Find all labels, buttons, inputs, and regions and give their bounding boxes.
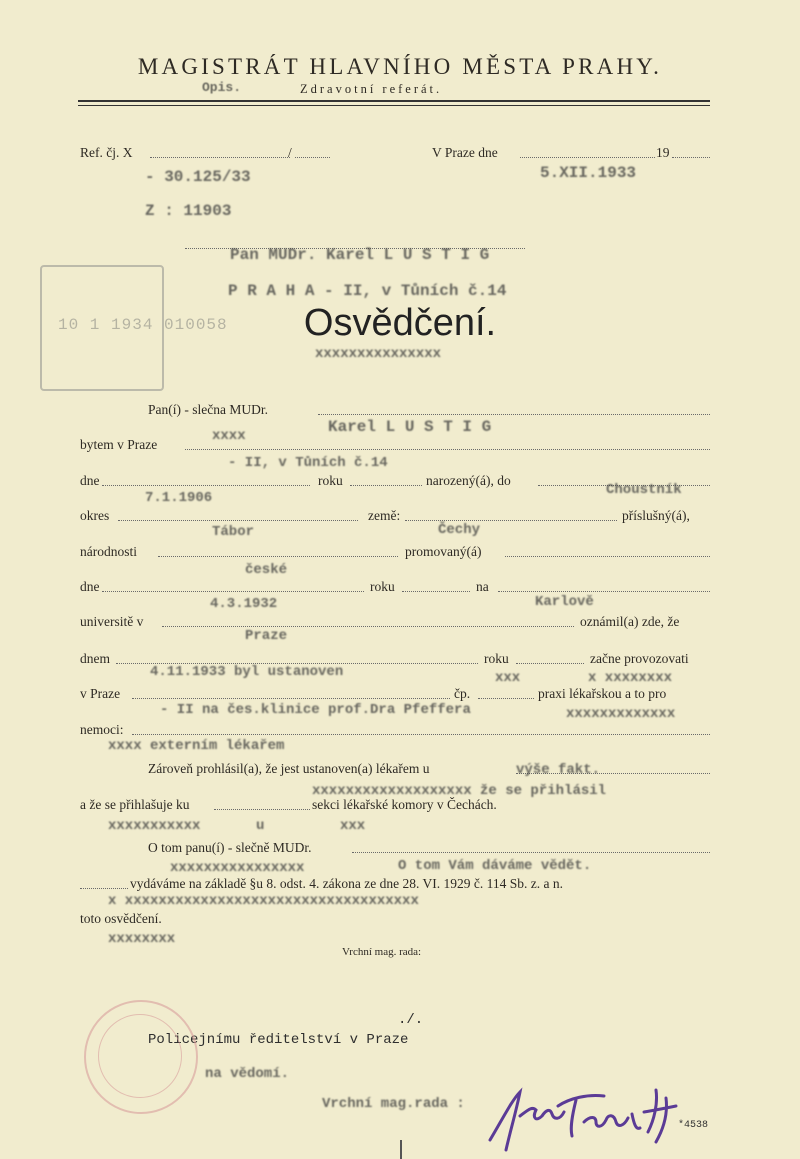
form-label-9c: praxi lékařskou a to pro [538,686,667,701]
typed-18: výše fakt. [516,762,601,778]
typed-22: xxx [340,818,366,834]
form-label-9b: čp. [454,686,471,701]
typed-4: 7.1.1906 [145,490,213,506]
typed-17: xxxx externím lékařem [108,738,285,754]
form-dots-2 [185,449,710,450]
form-label-15: toto osvědčení. [80,911,162,926]
official-seal [84,1000,198,1114]
title-strikeout: xxxxxxxxxxxxxxx [315,346,442,362]
typed-20: xxxxxxxxxxx [108,818,201,834]
form-dots-10 [132,734,710,735]
typed-19: xxxxxxxxxxxxxxxxxxx že se přihlásil [312,783,607,799]
form-dots-12 [214,809,310,810]
form-dots-6c [498,591,710,592]
receipt-stamp-text: 10 1 1934 010058 [58,316,228,334]
typed-25: x xxxxxxxxxxxxxxxxxxxxxxxxxxxxxxxxxxx [108,893,419,909]
typed-9: 4.3.1932 [210,596,278,612]
form-label-5b: promovaný(á) [405,544,482,559]
form-label-3b: roku [318,473,343,488]
form-label-8c: začne provozovati [590,651,689,666]
form-label-12b: sekci lékařské komory v Čechách. [312,797,497,812]
typed-1: xxxx [212,428,246,444]
header-rule-top [78,100,710,102]
form-label-8b: roku [484,651,509,666]
form-dots-7a [162,626,574,627]
form-label-3a: dne [80,473,100,488]
typed-23: xxxxxxxxxxxxxxxx [170,860,305,876]
typed-26: xxxxxxxx [108,931,176,947]
typed-7: Čechy [438,522,481,538]
date-typed: 5.XII.1933 [540,164,637,182]
notice: na vědomí. [205,1066,290,1082]
form-dots-6b [402,591,470,592]
form-label-10: nemoci: [80,722,124,737]
addressee-address: P R A H A - II, v Tůních č.14 [228,282,507,300]
form-dots-4a [118,520,358,521]
slash-mark: ./. [398,1012,424,1028]
typed-5: Choustník [606,482,682,498]
form-label-5a: národnosti [80,544,137,559]
typed-16: xxxxxxxxxxxxx [566,706,676,722]
ref-slash: / [288,145,292,160]
form-label-8a: dnem [80,651,110,666]
form-label-14: vydáváme na základě §u 8. odst. 4. zákona ze dne 28. VI. 1929 č. 114 Sb. z. a n. [130,876,564,891]
typed-11: Praze [245,628,288,644]
ref-label: Ref. čj. X [80,145,133,160]
form-label-1: Pan(í) - slečna MUDr. [148,402,268,417]
form-label-12a: a že se přihlašuje ku [80,797,190,812]
signer: Vrchní mag.rada : [322,1096,465,1112]
copy-mark: Opis. [202,80,242,95]
header-rule-bottom [78,105,710,106]
typed-21: u [256,818,265,834]
form-label-3c: narozený(á), do [426,473,511,488]
ref-dots-1 [150,157,290,158]
form-label-6b: roku [370,579,395,594]
form-dots-14 [80,888,128,889]
typed-8: české [245,562,288,578]
form-label-6c: na [476,579,489,594]
office-title: MAGISTRÁT HLAVNÍHO MĚSTA PRAHY. [137,54,663,79]
typed-2: Karel L U S T I G [328,418,492,436]
form-dots-9a [132,698,450,699]
ref-typed: - 30.125/33 [145,168,251,186]
form-dots-1 [318,414,710,415]
form-label-6a: dne [80,579,100,594]
typed-12: 4.11.1933 byl ustanoven [150,664,344,680]
police-line: Policejnímu ředitelství v Praze [148,1032,409,1048]
signature-label: Vrchní mag. rada: [342,946,422,958]
form-dots-5b [505,556,710,557]
date-dots [520,157,655,158]
form-label-4b: země: [368,508,401,523]
form-dots-4b [405,520,617,521]
form-dots-6a [102,591,364,592]
place-label: V Praze dne [432,145,498,160]
form-dots-5a [158,556,398,557]
form-dots-8b [516,663,584,664]
form-label-4c: příslušný(á), [622,508,690,523]
form-label-13: O tom panu(í) - slečně MUDr. [148,840,312,855]
form-dots-3a [102,485,310,486]
department: Zdravotní referát. [300,82,443,96]
ref-dots-2 [295,157,330,158]
handwritten-signature [480,1070,690,1155]
form-label-2: bytem v Praze [80,437,158,452]
typed-24: O tom Vám dáváme vědět. [398,858,592,874]
form-dots-13 [352,852,710,853]
z-typed: Z : 11903 [145,202,232,220]
form-label-9a: v Praze [80,686,121,701]
form-label-4a: okres [80,508,110,523]
typed-14: x xxxxxxxx [588,670,673,686]
form-label-11: Zároveň prohlásil(a), že jest ustanoven(a) lékařem u [148,761,430,776]
form-dots-3b [350,485,422,486]
form-dots-9b [478,698,534,699]
addressee-name: Pan MUDr. Karel L U S T I G [230,246,490,264]
year-dots [672,157,710,158]
form-label-7a: universitě v [80,614,144,629]
document-title: Osvědčení. [303,302,497,344]
typed-6: Tábor [212,524,255,540]
bottom-tick [400,1140,402,1159]
document-code: *4538 [678,1120,709,1131]
typed-15: - II na čes.klinice prof.Dra Pfeffera [160,702,471,718]
typed-13: xxx [495,670,521,686]
form-label-7b: oznámil(a) zde, že [580,614,680,629]
year-prefix: 19 [656,145,670,160]
typed-10: Karlově [535,594,594,610]
typed-3: - II, v Tůních č.14 [228,455,388,471]
